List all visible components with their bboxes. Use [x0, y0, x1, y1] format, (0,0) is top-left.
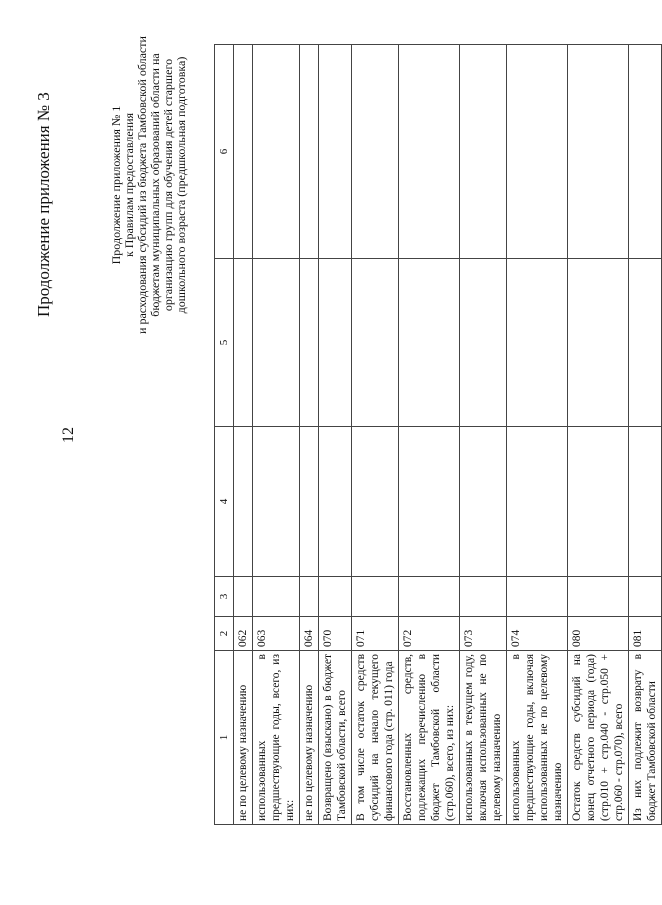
empty-cell	[319, 45, 352, 259]
appendix-title: Продолжение приложения № 3	[34, 92, 53, 317]
empty-cell	[253, 45, 300, 259]
empty-cell	[460, 577, 507, 617]
empty-cell	[568, 427, 629, 577]
empty-cell	[568, 45, 629, 259]
table-row	[629, 45, 662, 825]
row-name: Восстановленных средств, подлежащих перечислению в бюджет Тамбовской области (стр.060), всего, из них:	[399, 651, 460, 825]
empty-cell	[319, 259, 352, 427]
row-name: Возвращено (взыскано) в бюджет Тамбовской области, всего	[319, 651, 352, 825]
empty-cell	[507, 577, 568, 617]
continuation-line: организацию групп для обучения детей старшего	[161, 58, 175, 312]
empty-cell	[300, 45, 319, 259]
table-row	[253, 45, 300, 825]
empty-cell	[253, 577, 300, 617]
row-name: использованных в предшествующие годы, включая использованных не по целевому назначению	[507, 651, 568, 825]
header-cell: 6	[215, 45, 234, 259]
header-cell: 1	[215, 651, 234, 825]
empty-cell	[399, 427, 460, 577]
empty-cell	[399, 577, 460, 617]
header-row	[215, 45, 234, 825]
empty-cell	[460, 427, 507, 577]
empty-cell	[629, 577, 662, 617]
row-code: 074	[507, 617, 568, 651]
row-code: 080	[568, 617, 629, 651]
empty-cell	[507, 427, 568, 577]
empty-cell	[507, 259, 568, 427]
continuation-line: дошкольного возраста (предшкольная подготовка)	[174, 56, 188, 314]
table-row	[352, 45, 399, 825]
continuation-note	[110, 25, 188, 345]
header-cell: 2	[215, 617, 234, 651]
page-number: 12	[60, 427, 77, 443]
row-name: В том числе остаток средств субсидий на начало текущего финансового года (стр. 011) года	[352, 651, 399, 825]
empty-cell	[507, 45, 568, 259]
empty-cell	[234, 45, 253, 259]
empty-cell	[234, 577, 253, 617]
empty-cell	[399, 45, 460, 259]
empty-cell	[460, 259, 507, 427]
row-name: использованных в предшествующие годы, всего, из них:	[253, 651, 300, 825]
row-code: 081	[629, 617, 662, 651]
rotated-content	[20, 25, 658, 875]
row-name: Из них подлежит возврату в бюджет Тамбовской области	[629, 651, 662, 825]
empty-cell	[300, 577, 319, 617]
empty-cell	[319, 427, 352, 577]
header-cell: 4	[215, 427, 234, 577]
continuation-line: и расходования субсидий из бюджета Тамбовской области	[135, 36, 149, 334]
row-code: 072	[399, 617, 460, 651]
table-row	[460, 45, 507, 825]
row-name: не по целевому назначению	[234, 651, 253, 825]
table-row	[300, 45, 319, 825]
row-name: Остаток средств субсидий на конец отчетного периода (года) (стр.010 + стр.040 - стр.050 + стр.060 - стр.070), всего	[568, 651, 629, 825]
empty-cell	[253, 427, 300, 577]
empty-cell	[460, 45, 507, 259]
row-code: 063	[253, 617, 300, 651]
row-code: 073	[460, 617, 507, 651]
empty-cell	[300, 259, 319, 427]
row-code: 070	[319, 617, 352, 651]
continuation-line: Продолжение приложения № 1	[109, 105, 123, 265]
empty-cell	[568, 259, 629, 427]
report-table	[214, 44, 662, 825]
empty-cell	[352, 427, 399, 577]
row-name: не по целевому назначению	[300, 651, 319, 825]
table-row	[568, 45, 629, 825]
row-code: 071	[352, 617, 399, 651]
table-row	[399, 45, 460, 825]
empty-cell	[629, 259, 662, 427]
empty-cell	[629, 45, 662, 259]
empty-cell	[568, 577, 629, 617]
header-cell: 3	[215, 577, 234, 617]
table-row	[234, 45, 253, 825]
empty-cell	[629, 427, 662, 577]
row-code: 064	[300, 617, 319, 651]
table-row	[319, 45, 352, 825]
row-code: 062	[234, 617, 253, 651]
empty-cell	[234, 259, 253, 427]
empty-cell	[399, 259, 460, 427]
empty-cell	[352, 577, 399, 617]
header-cell: 5	[215, 259, 234, 427]
empty-cell	[253, 259, 300, 427]
row-name: использованных в текущем году, включая использованных не по целевому назначению	[460, 651, 507, 825]
table-row	[507, 45, 568, 825]
continuation-line: бюджетам муниципальных образований области на	[148, 53, 162, 317]
empty-cell	[319, 577, 352, 617]
empty-cell	[300, 427, 319, 577]
empty-cell	[352, 45, 399, 259]
empty-cell	[234, 427, 253, 577]
continuation-line: к Правилам предоставления	[122, 112, 136, 258]
empty-cell	[352, 259, 399, 427]
